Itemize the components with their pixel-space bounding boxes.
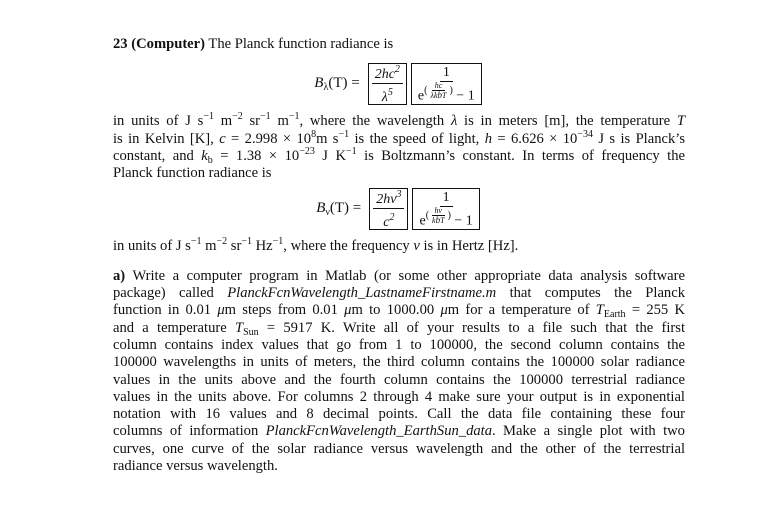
text-line (113, 165, 685, 182)
text-run: μ (217, 302, 225, 319)
euler-e: e (419, 213, 426, 229)
text-run: m (201, 238, 217, 255)
text-run: columns of information (113, 423, 266, 440)
text-line (113, 268, 685, 285)
text-run: −34 (577, 128, 593, 140)
bracket-exponential (412, 188, 479, 230)
text-run: m to 1000.00 (351, 302, 441, 319)
text-run: is in Kelvin [K], (113, 130, 220, 147)
text-run: Hz (251, 238, 273, 255)
text-run: = 6.626 × 10 (491, 130, 578, 147)
text-run: c (219, 130, 226, 147)
text-run: T (234, 319, 244, 336)
den-text: λ (381, 90, 388, 106)
text-run: notation with 16 values and 8 decimal points. Call the data file containing these four (113, 406, 685, 423)
exponent: ( hν kbT ) (425, 205, 451, 225)
exponent-fraction (427, 82, 449, 100)
paragraph-units-frequency (113, 238, 685, 255)
text-run: Sun (243, 326, 259, 338)
symbol-arg: (T) = (329, 200, 362, 217)
text-run: λ (450, 113, 458, 130)
text-run: J s is Planck’s (593, 130, 686, 147)
text-run: = 1.38 × 10 (212, 147, 300, 164)
text-line (113, 423, 685, 440)
text-line (113, 389, 685, 406)
planck-frequency-equation (113, 184, 685, 234)
symbol-B: B (314, 75, 324, 92)
exp-den-sub: b (435, 214, 441, 225)
text-run: a) (113, 267, 126, 284)
text-run: = 2.998 × 10 (225, 130, 312, 147)
symbol-B: B (316, 200, 326, 217)
text-run: is the speed of light, (349, 130, 485, 147)
exponent-fraction (429, 207, 448, 225)
text-run: PlanckFcnWavelength_LastnameFirstname.m (227, 285, 497, 302)
text-run: radiance versus wavelength. (113, 458, 278, 475)
text-run: 8 (311, 128, 317, 140)
denominator (416, 207, 475, 229)
text-line (113, 145, 685, 166)
text-line (113, 354, 685, 371)
text-run: Planck function radiance is (113, 165, 272, 182)
num-exp: 2 (394, 64, 400, 76)
text-run: that computes the Planck (496, 285, 685, 302)
num-exp: 3 (396, 189, 402, 201)
text-run: curves, one curve of the solar radiance versus wavelength and the other of the terrestrial (113, 440, 685, 457)
bracket-prefactor (369, 188, 408, 230)
part-a-paragraph (113, 268, 685, 476)
text-run: m s (316, 130, 339, 147)
text-run: in units of J s (113, 113, 204, 130)
fraction (373, 187, 404, 231)
text-run: −23 (299, 145, 315, 157)
text-run: h (484, 130, 492, 147)
problem-title (113, 36, 685, 53)
text-run: m (213, 113, 233, 130)
text-run: μ (440, 302, 448, 319)
exp-den-T: T (440, 215, 445, 225)
exp-num: hc (432, 82, 446, 91)
numerator (373, 187, 404, 209)
text-run: μ (344, 302, 352, 319)
text-line (113, 458, 685, 475)
symbol-subscript: ν (325, 207, 330, 219)
minus-one: − 1 (456, 87, 475, 103)
text-line (113, 113, 685, 130)
text-run: ν (413, 238, 420, 255)
num-text: 2hν (376, 192, 397, 208)
fraction (372, 62, 403, 106)
fraction (416, 190, 475, 229)
text-run: J K (314, 147, 346, 164)
text-line (113, 406, 685, 423)
text-run: −2 (232, 111, 243, 123)
exp-den-T: T (442, 90, 447, 100)
text-run: column contains index values that go from 1 to 100000, the second column contains the (113, 336, 685, 353)
denominator (379, 84, 396, 106)
num-text: 2hc (374, 67, 395, 83)
text-run: 23 (Computer) (113, 36, 206, 52)
text-run: −1 (345, 145, 357, 157)
text-run: −1 (272, 236, 284, 248)
numerator-one: 1 (440, 65, 453, 82)
text-run: PlanckFcnWavelength_EarthSun_data (265, 423, 493, 440)
text-run: sr (227, 238, 242, 255)
planck-wavelength-equation (113, 59, 685, 109)
text-run: values in the units above and the fourth column contains the 100000 terrestrial radiance (113, 371, 685, 388)
symbol-subscript: λ (323, 82, 329, 94)
numerator (372, 62, 403, 84)
text-run: T (676, 113, 685, 130)
minus-one: − 1 (454, 213, 473, 229)
den-text: c (383, 215, 390, 231)
text-run: The Planck function radiance is (205, 36, 394, 52)
text-run: b (207, 154, 213, 166)
text-run: −1 (288, 111, 300, 123)
text-run: −1 (203, 111, 214, 123)
text-run: is in meters [m], the temperature (457, 113, 677, 130)
text-run: is in Hertz [Hz]. (419, 238, 519, 255)
text-run: constant, and (113, 147, 202, 164)
den-exp: 2 (389, 212, 395, 224)
text-run: −1 (338, 128, 350, 140)
text-run: sr (242, 113, 261, 130)
text-run: −2 (216, 236, 228, 248)
denominator (415, 82, 478, 104)
text-run: in units of J s (113, 238, 191, 255)
text-run: package) called (113, 285, 228, 302)
exp-den-sub: b (437, 89, 442, 100)
text-line (113, 372, 685, 389)
text-run: Earth (603, 309, 626, 321)
equation-lhs (316, 200, 361, 218)
euler-e: e (417, 87, 425, 103)
text-run: 100000 wavelengths in units of meters, the third column contains the 100000 solar radiance (113, 354, 685, 371)
text-run: m steps from 0.01 (224, 302, 345, 319)
denominator (380, 209, 397, 231)
text-line (113, 320, 685, 337)
text-run: −1 (260, 111, 271, 123)
text-line (113, 285, 685, 302)
symbol-arg: (T) = (328, 75, 360, 92)
text-run: −1 (241, 236, 252, 248)
text-run: values in the units above. For columns 2 through 4 make sure your output is in exponential (113, 388, 685, 405)
text-run: Write a computer program in Matlab (or some other appropriate data analysis software (125, 267, 685, 284)
text-run: function in 0.01 (113, 302, 218, 319)
exp-num: hν (432, 207, 446, 216)
text-run: −1 (190, 236, 202, 248)
text-run: = 255 K (625, 302, 686, 319)
text-line (113, 238, 685, 255)
text-line (113, 128, 686, 148)
text-run: , where the wavelength (299, 113, 451, 130)
numerator-one: 1 (440, 190, 453, 207)
text-run: T (595, 302, 604, 319)
text-run: . Make a single plot with two (492, 423, 685, 440)
paragraph-units-wavelength (113, 113, 685, 182)
text-run: m for a temperature of (447, 302, 596, 319)
document-page (113, 36, 685, 475)
fraction (415, 65, 478, 104)
exp-den: λk (430, 90, 438, 100)
bracket-prefactor (368, 63, 407, 105)
text-line (113, 337, 685, 354)
equation-lhs (314, 75, 359, 93)
den-exp: 5 (387, 87, 393, 99)
text-run: = 5917 K. Write all of your results to a file such that the first (258, 319, 686, 336)
text-line (113, 302, 685, 319)
exp-den: k (432, 215, 436, 225)
text-run: k (201, 147, 208, 164)
text-run: m (270, 113, 289, 130)
text-run: and a temperature (113, 319, 235, 336)
exponent: ( hc λkbT ) (424, 80, 453, 100)
text-run: is Boltzmann’s constant. In terms of frequency the (356, 147, 685, 164)
bracket-exponential (411, 63, 482, 105)
text-run: , where the frequency (283, 238, 414, 255)
text-line (113, 441, 685, 458)
